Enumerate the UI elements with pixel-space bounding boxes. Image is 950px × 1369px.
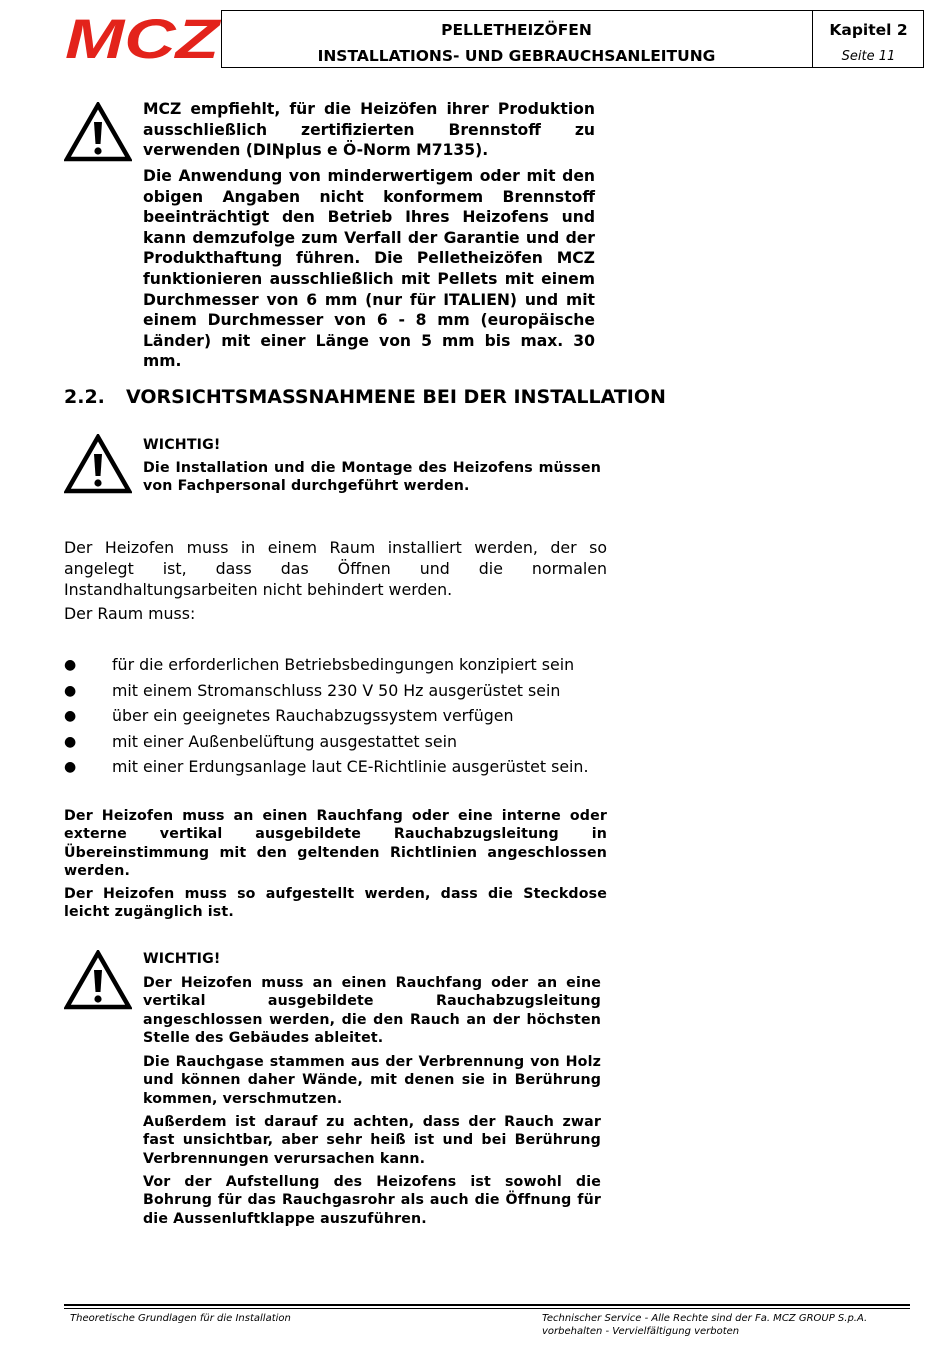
chimney-connection-text: Der Heizofen muss an einen Rauchfang oder eine interne oder externe vertikal ausgebildete Rauchabzugsleitung in Übereinstimmung mit den geltenden Richtlinien angeschlossen werden. [64,808,607,879]
hot-smoke-text: Außerdem ist darauf zu achten, dass der Rauch zwar fast unsichtbar, aber sehr heiß ist und bei Berührung Verbrennungen verursachen kann. [143,1114,601,1167]
section-title: VORSICHTSMASSNAHMENE BEI DER INSTALLATION [126,386,666,408]
footer-left: Theoretische Grundlagen für die Installation [70,1313,291,1324]
list-item: ● mit einem Stromanschluss 230 V 50 Hz ausgerüstet sein [64,680,561,700]
warning-heading: WICHTIG! [143,951,221,967]
bullet-icon: ● [64,708,77,725]
installation-warning-text: Die Installation und die Montage des Heizofens müssen von Fachpersonal durchgeführt werden. [143,460,601,495]
header-title: PELLETHEIZÖFEN [441,21,592,39]
bullet-icon: ● [64,733,77,750]
mcz-logo [63,14,221,64]
room-requirements-paragraph: Der Heizofen muss in einem Raum installiert werden, der so angelegt ist, dass das Öffnen und die normalen Instandhaltungsarbeiten nicht behindert werden. [64,538,607,599]
footer-rule [64,1308,910,1309]
warning-heading: WICHTIG! [143,437,221,453]
list-item: ● mit einer Außenbelüftung ausgestattet sein [64,731,457,751]
section-number: 2.2. [64,386,105,408]
room-must-label: Der Raum muss: [64,604,196,623]
bullet-icon: ● [64,759,77,776]
page-number: Seite 11 [841,49,896,64]
bullet-icon: ● [64,682,77,699]
list-item: ● mit einer Erdungsanlage laut CE-Richtlinie ausgerüstet sein. [64,757,589,777]
list-item: ● für die erforderlichen Betriebsbedingungen konzipiert sein [64,655,575,674]
preparation-text: Vor der Aufstellung des Heizofens ist sowohl die Bohrung für das Rauchgasrohr als auch die Öffnung für die Aussenluftklappe auszuführen. [143,1174,601,1227]
logo-text: MCZ [65,14,221,64]
footer-rule [64,1304,910,1306]
room-requirements-list [64,655,624,783]
fuel-warning-text: Die Anwendung von minderwertigem oder mit den obigen Angaben nicht konformem Brennstoff beeinträchtigt den Betrieb Ihres Heizofens und kann demzufolge zum Verfall der Garantie und der Produkthaftung führen. Die Pelletheizöfen MCZ funktionieren ausschließlich mit Pellets mit einem Durchmesser von 6 mm (nur für ITALIEN) und mit einem Durchmesser von 6 - 8 mm (europäische Länder) mit einer Länge von 5 mm bis max. 30 mm. [143,167,595,371]
list-item: ● über ein geeignetes Rauchabzugssystem verfügen [64,706,514,726]
flue-warning-text: Der Heizofen muss an einen Rauchfang oder an eine vertikal ausgebildete Rauchabzugsleitung angeschlossen werden, die den Rauch an der höchsten Stelle des Gebäudes ableitet. [143,975,601,1046]
header-subtitle: INSTALLATIONS- UND GEBRAUCHSANLEITUNG [317,47,716,65]
socket-access-text: Der Heizofen muss so aufgestellt werden, dass die Steckdose leicht zugänglich ist. [64,886,607,921]
footer-right: Technischer Service - Alle Rechte sind der Fa. MCZ GROUP S.p.A. vorbehalten - Vervielfältigung verboten [542,1313,868,1337]
warning-triangle-icon [64,950,132,1010]
fuel-recommendation: MCZ empfiehlt, für die Heizöfen ihrer Produktion ausschließlich zertifizierten Brennstoff zu verwenden (DINplus e Ö-Norm M7135). [143,100,595,160]
warning-triangle-icon [64,434,132,494]
warning-triangle-icon [64,102,132,162]
bullet-icon: ● [64,657,77,673]
chapter-label: Kapitel 2 [829,21,908,39]
smoke-gases-text: Die Rauchgase stammen aus der Verbrennung von Holz und können daher Wände, mit denen sie in Berührung kommen, verschmutzen. [143,1054,601,1107]
